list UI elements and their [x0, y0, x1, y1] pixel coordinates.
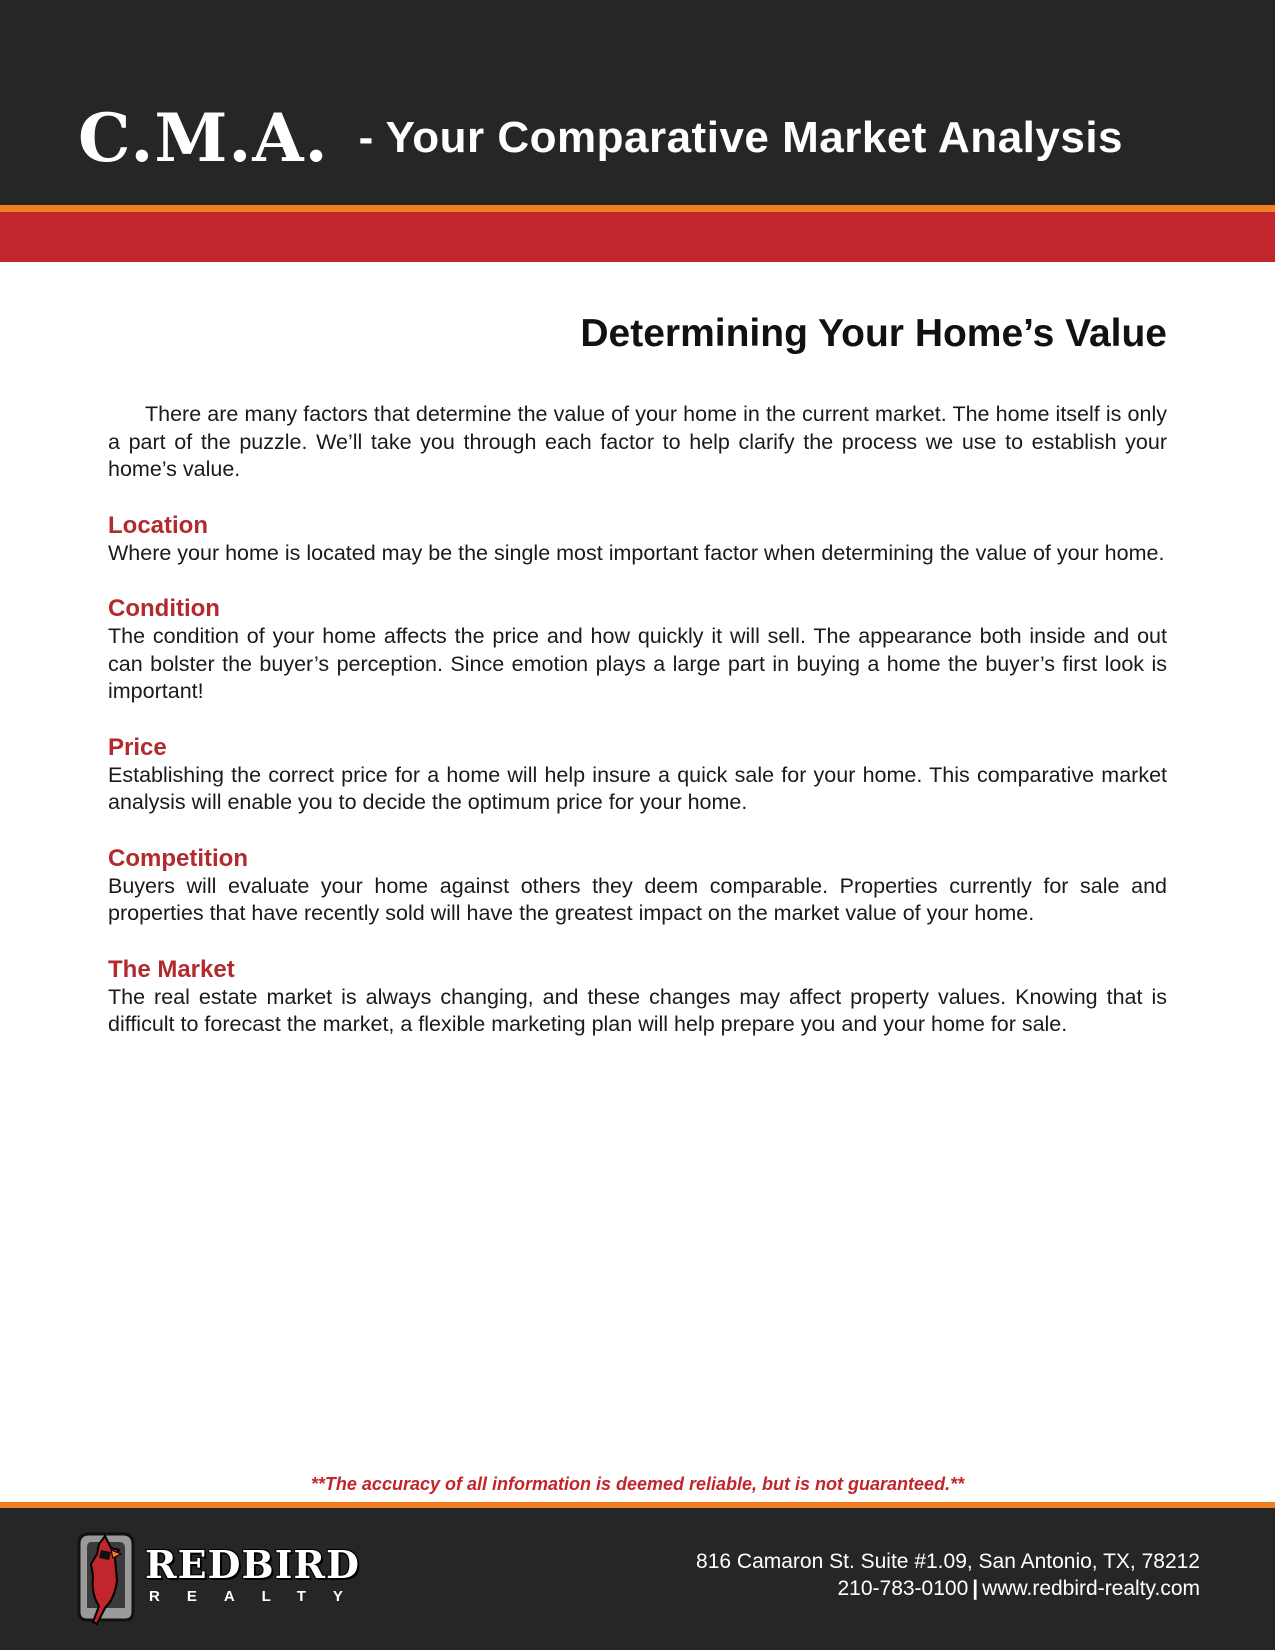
cardinal-bird-icon [75, 1528, 137, 1626]
redbird-logo [75, 1528, 375, 1626]
logo-subtitle: REALTY [149, 1588, 370, 1605]
section-heading: Price [108, 733, 167, 761]
section-competition [108, 845, 1167, 928]
intro-paragraph: There are many factors that determine the value of your home in the current market. The home itself is only a part of the puzzle. We’ll take you through each factor to help clarify the process we use to establish your home’s value. [108, 402, 1167, 481]
street-address: 816 Camaron St. Suite #1.09, San Antonio, TX, 78212 [696, 1550, 1200, 1573]
orange-stripe-top [0, 205, 1275, 212]
logo-wordmark: REDBIRD [145, 1542, 360, 1587]
section-heading: Location [108, 511, 208, 539]
website-link[interactable]: www.redbird-realty.com [982, 1577, 1200, 1600]
contact-info [696, 1548, 1200, 1602]
section-body: Where your home is located may be the single most important factor when determining the value of your home. [108, 540, 1165, 565]
cma-mark: C.M.A. [78, 99, 329, 177]
section-location [108, 512, 1167, 568]
section-price [108, 734, 1167, 817]
page-title: Determining Your Home’s Value [580, 312, 1167, 355]
disclaimer: **The accuracy of all information is deemed reliable, but is not guaranteed.** [310, 1474, 965, 1494]
section-body: The condition of your home affects the price and how quickly it will sell. The appearance both inside and out can bolster the buyer’s perception. Since emotion plays a large part in buying a home the buyer’s first look is important! [108, 624, 1167, 703]
section-heading: Condition [108, 595, 220, 622]
section-body: The real estate market is always changing, and these changes may affect property values. Knowing that is difficult to forecast the market, a flexible marketing plan will help prepare you and your home for sale. [108, 984, 1167, 1036]
section-body: Buyers will evaluate your home against others they deem comparable. Properties currently for sale and properties that have recently sold will have the greatest impact on the market value of your home. [108, 873, 1167, 925]
main-content [108, 401, 1167, 1039]
red-band [0, 212, 1275, 262]
section-heading: The Market [108, 955, 235, 983]
section-heading: Competition [108, 844, 248, 872]
phone-web-line [696, 1575, 1200, 1602]
phone-number: 210-783-0100 [837, 1577, 969, 1600]
divider: | [972, 1577, 979, 1600]
section-condition [108, 595, 1167, 706]
section-body: Establishing the correct price for a home will help insure a quick sale for your home. This comparative market analysis will enable you to decide the optimum price for your home. [108, 762, 1167, 814]
header-title [78, 98, 1123, 178]
section-the-market [108, 956, 1167, 1039]
header-subtitle: - Your Comparative Market Analysis [358, 113, 1124, 162]
